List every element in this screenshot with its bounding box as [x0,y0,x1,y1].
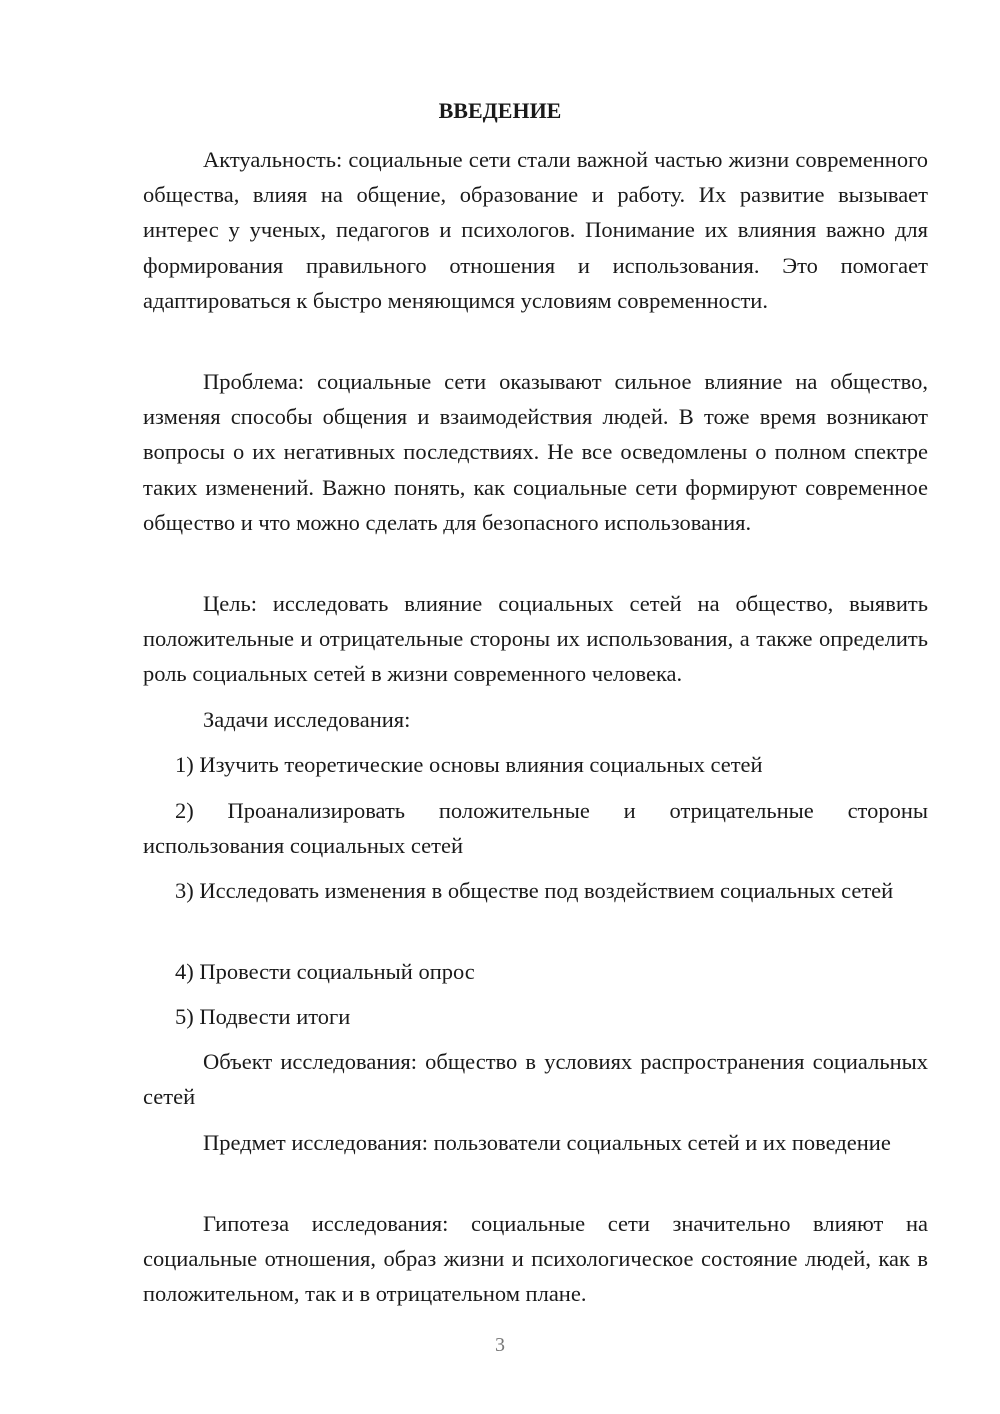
task-item: 5) Подвести итоги [175,1004,351,1029]
object-paragraph: Объект исследования: общество в условиях распространения социальных сетей [143,1049,928,1110]
page-number: 3 [495,1334,505,1356]
task-item: 1) Изучить теоретические основы влияния социальных сетей [175,752,763,777]
goal-paragraph: Цель: исследовать влияние социальных сетей на общество, выявить положительные и отрицательные стороны их использования, а также определить роль социальных сетей в жизни современного человека. [143,591,928,687]
task-item: 2) Проанализировать положительные и отрицательные стороны использования социальных сетей [143,798,928,859]
task-item: 3) Исследовать изменения в обществе под воздействием социальных сетей [175,878,894,903]
tasks-heading: Задачи исследования: [203,707,411,732]
problem-paragraph: Проблема: социальные сети оказывают сильное влияние на общество, изменяя способы общения и взаимодействия людей. В тоже время возникают вопросы о их негативных последствиях. Не все осведомлены о полном спектре таких изменений. Важно понять, как социальные сети формируют современное общество и что можно сделать для безопасного использования. [143,369,928,535]
hypothesis-paragraph: Гипотеза исследования: социальные сети значительно влияют на социальные отношения, образ жизни и психологическое состояние людей, как в положительном, так и в отрицательном плане. [143,1211,928,1307]
relevance-paragraph: Актуальность: социальные сети стали важной частью жизни современного общества, влияя на общение, образование и работу. Их развитие вызывает интерес у ученых, педагогов и психологов. Понимание их влияния важно для формирования правильного отношения и использования. Это помогает адаптироваться к быстро меняющимся условиям современности. [143,147,928,313]
page-title: ВВЕДЕНИЕ [438,98,562,123]
subject-paragraph: Предмет исследования: пользователи социальных сетей и их поведение [203,1130,891,1155]
task-item: 4) Провести социальный опрос [175,959,475,984]
